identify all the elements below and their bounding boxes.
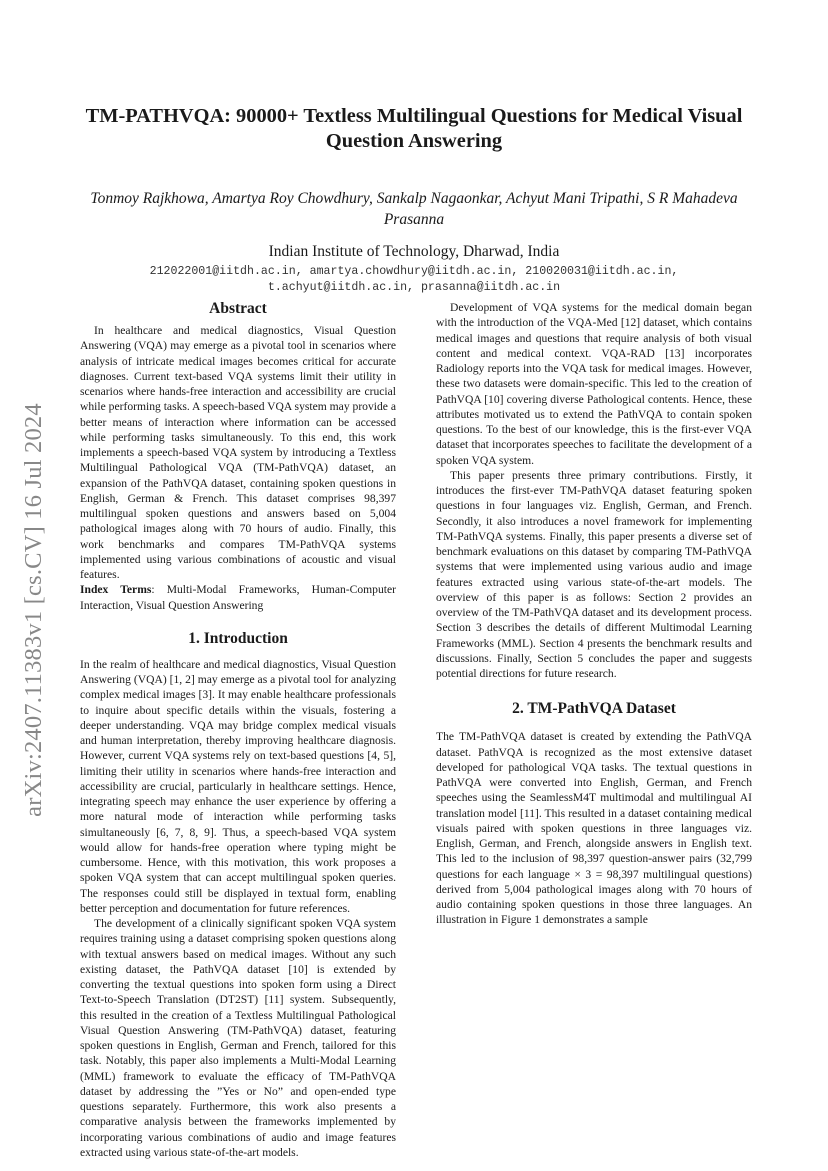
affiliation: Indian Institute of Technology, Dharwad, India	[268, 243, 560, 260]
index-terms-text: : Multi-Modal Frameworks, Human-Computer Interaction, Visual Question Answering	[80, 583, 396, 612]
index-terms-label: Index Terms	[80, 583, 152, 597]
paper-title: TM-PATHVQA: 90000+ Textless Multilingual Questions for Medical Visual Question Answering	[85, 105, 743, 152]
arxiv-identifier: arXiv:2407.11383v1 [cs.CV] 16 Jul 2024	[20, 403, 47, 817]
author-list: Tonmoy Rajkhowa, Amartya Roy Chowdhury, Sankalp Nagaonkar, Achyut Mani Tripathi, S R Mahadeva Prasanna	[90, 190, 738, 228]
intro-paragraph-3: Development of VQA systems for the medical domain began with the introduction of the VQA-Med [12] dataset, which contains medical images and questions that require analysis of both visual content and medical context. VQA-RAD [13] incorporates Radiology reports into the VQA task for medical images. However, these two datasets were domain-specific. This led to the creation of PathVQA [10] covering diverse Pathological contents. Hence, these attributes motivated us to extend the PathVQA to contain spoken questions. To the best of our knowledge, this is the first-ever VQA dataset that incorporates speeches to facilitate the development of a spoken VQA system.	[436, 301, 752, 467]
intro-paragraph-1: In the realm of healthcare and medical diagnostics, Visual Question Answering (VQA) [1, 2] may emerge as a pivotal tool for analyzing complex medical images [3]. It may enable healthcare professionals to inquire about specific details within the visuals, fostering a deeper understanding. VQA may bridge complex medical visuals and human interpretation, thereby improving healthcare diagnosis. However, current VQA systems rely on text-based questions [4, 5], limiting their utility in scenarios where hands-free interaction and accessibility are crucial, particularly in healthcare settings. Hence, integrating speech may enhance the user experience by offering a more natural mode of interaction while performing tasks simultaneously [6, 7, 8, 9]. Thus, a speech-based VQA system would allow for hands-free operation where typing might be cumbersome. Hence, with this motivation, this work proposes a spoken VQA system that can accept multilingual spoken queries. The responses could still be displayed in textual form, enabling better perception and documentation for future references.	[80, 657, 396, 915]
dataset-heading: 2. TM-PathVQA Dataset	[512, 700, 676, 718]
abstract-heading: Abstract	[209, 300, 267, 317]
intro-paragraph-2: The development of a clinically significant spoken VQA system requires training using a dataset comprising spoken questions along with textual answers based on medical images. Without any such existing dataset, the PathVQA dataset [10] is extended by converting the textual questions into spoken form using a Direct Text-to-Speech Translation (DT2ST) [11] system. Subsequently, this resulted in the creation of a Textless Multilingual Pathological Visual Question Answering (TM-PathVQA) dataset, featuring spoken questions in English, German and French, tailored for this task. Notably, this paper also implements a Multi-Modal Learning (MML) framework to evaluate the efficacy of TM-PathVQA dataset by addressing the ”Yes or No” and open-ended type questions separately. Furthermore, this work also presents a comparative analysis between the frameworks implemented by incorporating various combinations of audio and image features extracted using various state-of-the-art models.	[80, 917, 396, 1159]
intro-paragraph-4: This paper presents three primary contributions. Firstly, it introduces the first-ever TM-PathVQA dataset featuring spoken questions in four languages viz. English, German, and French. Secondly, it also introduces a novel framework for implementing TM-PathVQA systems. Finally, this paper presents a diverse set of benchmark evaluations on this dataset by comparing TM-PathVQA systems that were implemented using various audio and image features extracted using various state-of-the-art models. The overview of this paper is as follows: Section 2 provides an overview of the TM-PathVQA dataset and its development process. Section 3 describes the details of different Multimodal Learning Frameworks (MML). Section 4 presents the benchmark results and discussions. Finally, Section 5 concludes the paper and suggests potential directions for future research.	[436, 468, 752, 680]
introduction-heading: 1. Introduction	[188, 629, 288, 647]
index-terms	[80, 582, 396, 613]
right-column	[436, 300, 752, 928]
arxiv-side-label	[14, 370, 54, 850]
email-line-1: 212022001@iitdh.ac.in, amartya.chowdhury@iitdh.ac.in, 210020031@iitdh.ac.in,	[149, 265, 679, 278]
email-list	[90, 264, 738, 296]
dataset-paragraph-1: The TM-PathVQA dataset is created by extending the PathVQA dataset. PathVQA is recognized as the most extensive dataset developed for pathological VQA tasks. The textual questions in PathVQA were converted into English, German, and French speeches using the SeamlessM4T multimodal and multilingual AI translation model [11]. This resulted in a dataset containing medical visuals paired with spoken questions in three languages viz. English, German, and French, alongside answers in English text. This led to the inclusion of 98,397 question-answer pairs (32,799 questions for each language × 3 = 98,397 multilingual questions) derived from 5,004 pathological images along with 70 hours of audio containing spoken questions in those three languages. An illustration in Figure 1 demonstrates a sample	[436, 730, 752, 927]
email-line-2: t.achyut@iitdh.ac.in, prasanna@iitdh.ac.in	[267, 281, 561, 294]
left-column	[80, 300, 396, 1160]
abstract-text: In healthcare and medical diagnostics, Visual Question Answering (VQA) may emerge as a pivotal tool in scenarios where analysis of intricate medical images becomes critical for accurate diagnoses. Current text-based VQA systems limit their utility in scenarios where hands-free interaction and accessibility are crucial while performing tasks. A speech-based VQA system may provide a better means of interaction where information can be accessed while performing tasks simultaneously. To this end, this work implements a speech-based VQA system by introducing a Textless Multilingual Pathological VQA (TM-PathVQA) dataset, an expansion of the PathVQA dataset, containing spoken questions in English, German & French. This dataset comprises 98,397 multilingual spoken questions and answers based on 5,004 pathological images along with 70 hours of audio. Finally, this work benchmarks and compares TM-PathVQA systems implemented using various combinations of acoustic and visual features.	[80, 324, 396, 581]
